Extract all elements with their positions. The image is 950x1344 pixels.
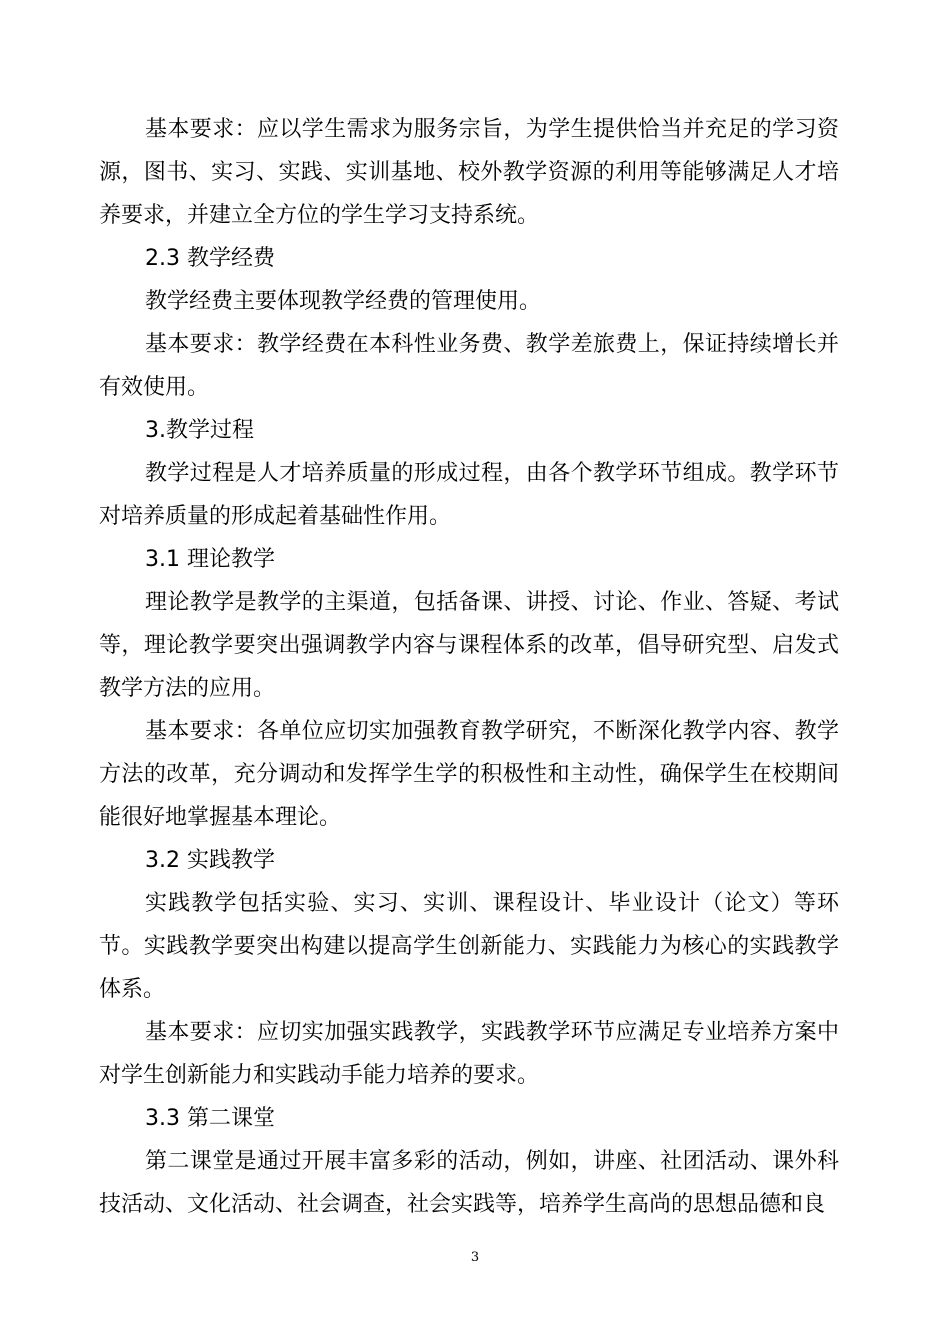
- paragraph-process-intro: 教学过程是人才培养质量的形成过程，由各个教学环节组成。教学环节对培养质量的形成起着基础性作用。: [99, 461, 839, 529]
- paragraph-theory-requirements: 基本要求：各单位应切实加强教育教学研究，不断深化教学内容、教学方法的改革，充分调动和发挥学生学的积极性和主动性，确保学生在校期间能很好地掌握基本理论。: [99, 719, 839, 830]
- paragraph-practice-intro: 实践教学包括实验、实习、实训、课程设计、毕业设计（论文）等环节。实践教学要突出构建以提高学生创新能力、实践能力为核心的实践教学体系。: [99, 891, 839, 1002]
- paragraph-second-classroom: 第二课堂是通过开展丰富多彩的活动，例如，讲座、社团活动、课外科技活动、文化活动、社会调查，社会实践等，培养学生高尚的思想品德和良: [99, 1149, 839, 1217]
- paragraph-funding-requirements: 基本要求：教学经费在本科性业务费、教学差旅费上，保证持续增长并有效使用。: [99, 332, 839, 400]
- section-heading-2-3: 2.3 教学经费: [145, 246, 275, 271]
- paragraph-practice-requirements: 基本要求：应切实加强实践教学，实践教学环节应满足专业培养方案中对学生创新能力和实践动手能力培养的要求。: [99, 1020, 839, 1088]
- document-body: [99, 108, 839, 1226]
- paragraph-resource-requirements: 基本要求：应以学生需求为服务宗旨，为学生提供恰当并充足的学习资源，图书、实习、实践、实训基地、校外教学资源的利用等能够满足人才培养要求，并建立全方位的学生学习支持系统。: [99, 117, 839, 228]
- section-heading-3-2: 3.2 实践教学: [145, 848, 275, 873]
- paragraph-theory-intro: 理论教学是教学的主渠道，包括备课、讲授、讨论、作业、答疑、考试等，理论教学要突出强调教学内容与课程体系的改革，倡导研究型、启发式教学方法的应用。: [99, 590, 839, 701]
- section-heading-3-1: 3.1 理论教学: [145, 547, 275, 572]
- paragraph-funding-intro: 教学经费主要体现教学经费的管理使用。: [145, 289, 542, 314]
- page-number: 3: [470, 1250, 480, 1265]
- section-heading-3: 3.教学过程: [145, 418, 254, 443]
- section-heading-3-3: 3.3 第二课堂: [145, 1106, 275, 1131]
